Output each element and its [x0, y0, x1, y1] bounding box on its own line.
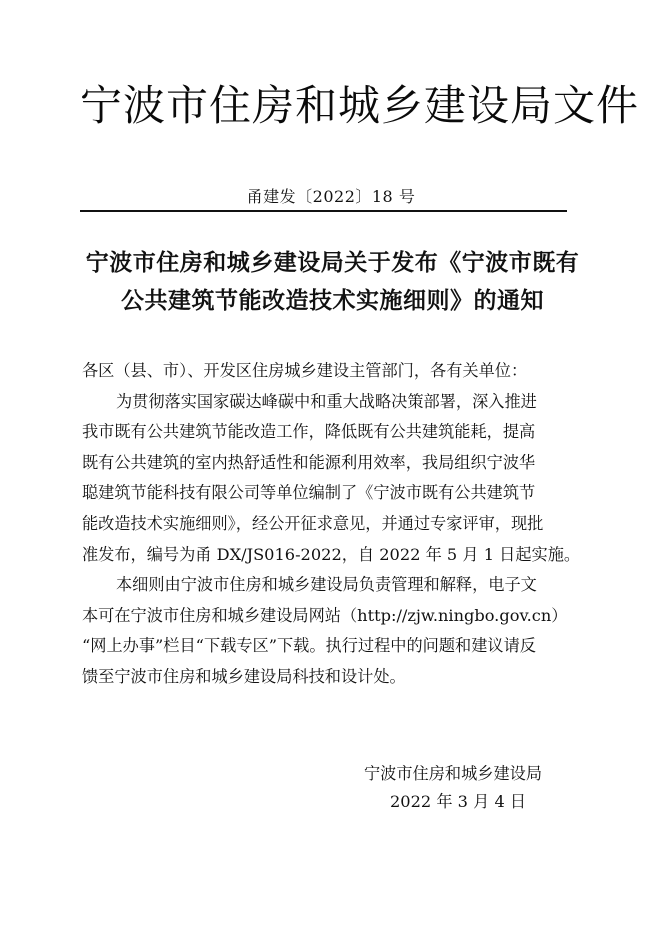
paragraph-1-line: 聪建筑节能科技有限公司等单位编制了《宁波市既有公共建筑节	[82, 483, 536, 503]
salutation: 各区（县、市）、开发区住房城乡建设主管部门，各有关单位：	[82, 361, 528, 380]
paragraph-1-line: 为贯彻落实国家碳达峰碳中和重大战略决策部署，深入推进	[116, 391, 537, 411]
paragraph-2-line: 本可在宁波市住房和城乡建设局网站（http://zjw.ningbo.gov.cn）	[82, 605, 568, 625]
paragraph-1-line: 既有公共建筑的室内热舒适性和能源利用效率，我局组织宁波华	[82, 452, 536, 472]
paragraph-2-line: 本细则由宁波市住房和城乡建设局负责管理和解释，电子文	[116, 575, 537, 595]
document-body	[82, 356, 582, 693]
paragraph-1-line: 准发布，编号为甬 DX/JS016-2022，自 2022 年 5 月 1 日起实施。	[82, 544, 581, 564]
signature-date: 2022 年 3 月 4 日	[390, 792, 527, 811]
notice-title-line: 宁波市住房和城乡建设局关于发布《宁波市既有	[85, 249, 580, 276]
paragraph-1-line: 我市既有公共建筑节能改造工作，降低既有公共建筑能耗，提高	[82, 422, 536, 442]
document-number: 甬建发〔2022〕18 号	[246, 187, 416, 206]
notice-title	[60, 244, 605, 320]
paragraph-2-line: “网上办事”栏目“下载专区”下载。执行过程中的问题和建议请反	[82, 636, 536, 656]
header-divider	[80, 210, 567, 212]
signature-block	[340, 760, 590, 816]
paragraph-1-line: 能改造技术实施细则》，经公开征求意见，并通过专家评审，现批	[82, 513, 544, 533]
notice-title-line: 公共建筑节能改造技术实施细则》的通知	[121, 287, 544, 314]
document-header-title: 宁波市住房和城乡建设局文件	[80, 81, 640, 130]
signature-organization: 宁波市住房和城乡建设局	[364, 764, 543, 783]
paragraph-2-line: 馈至宁波市住房和城乡建设局科技和设计处。	[82, 666, 406, 686]
